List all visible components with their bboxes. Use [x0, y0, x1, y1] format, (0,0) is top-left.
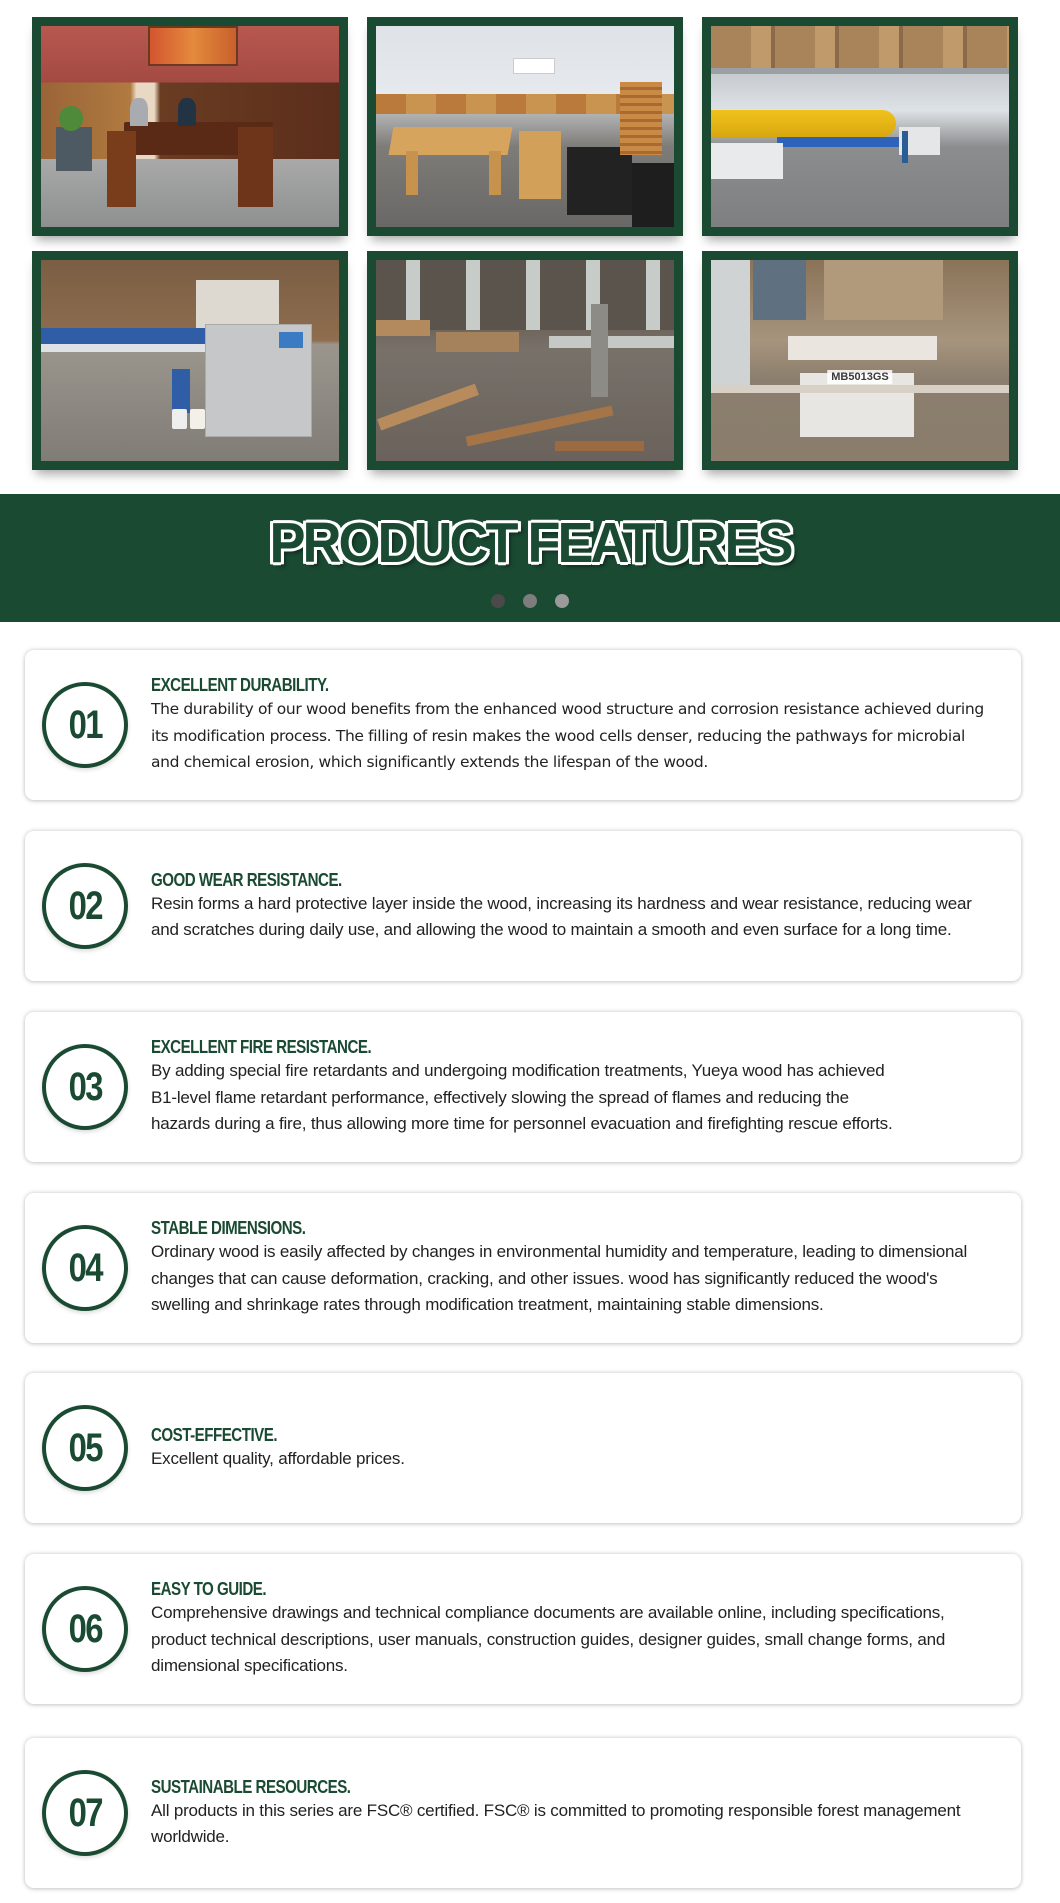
- feature-number: 06: [68, 1606, 102, 1651]
- photo-frame-warehouse: [702, 17, 1018, 236]
- feature-number: 03: [68, 1064, 102, 1109]
- feature-card-sustainable-resources: [25, 1738, 1021, 1888]
- feature-number-badge: [42, 1044, 128, 1130]
- factory-photo-gallery: [0, 0, 1060, 490]
- feature-description: The durability of our wood benefits from the enhanced wood structure and corrosion resistance achieved during its modification process. The filling of resin makes the wood cells denser, reducing the pathways for microbial and chemical erosion, which significantly extends the lifespan of the wood.: [151, 700, 984, 772]
- feature-description: Excellent quality, affordable prices.: [151, 1448, 405, 1468]
- machine-model-label: MB5013GS: [827, 370, 892, 384]
- photo-warehouse-treatment-line: [711, 26, 1009, 227]
- feature-title: EXCELLENT FIRE RESISTANCE.: [151, 1037, 372, 1058]
- feature-number-badge: [42, 1225, 128, 1311]
- feature-number-badge: [42, 1586, 128, 1672]
- carousel-dot-2[interactable]: [523, 594, 537, 608]
- feature-card-durability: [25, 650, 1021, 800]
- feature-number: 01: [68, 702, 102, 747]
- photo-frame-showroom: [367, 17, 683, 236]
- carousel-dot-1[interactable]: [491, 594, 505, 608]
- feature-title: EXCELLENT DURABILITY.: [151, 675, 329, 696]
- photo-office-tea-room: [41, 26, 339, 227]
- photo-frame-workshop: [367, 251, 683, 470]
- photo-frame-planer: [702, 251, 1018, 470]
- feature-number: 05: [68, 1425, 102, 1470]
- photo-four-sided-planer: [711, 260, 1009, 461]
- feature-number-badge: [42, 682, 128, 768]
- feature-number-badge: [42, 863, 128, 949]
- feature-title: STABLE DIMENSIONS.: [151, 1218, 306, 1239]
- product-features-banner: [0, 494, 1060, 622]
- photo-furniture-showroom: [376, 26, 674, 227]
- carousel-dot-3[interactable]: [555, 594, 569, 608]
- feature-number-badge: [42, 1405, 128, 1491]
- photo-drying-conveyor: [41, 260, 339, 461]
- carousel-dots: [0, 594, 1060, 608]
- feature-number: 07: [68, 1790, 102, 1835]
- feature-title: EASY TO GUIDE.: [151, 1579, 267, 1600]
- feature-card-easy-to-guide: [25, 1554, 1021, 1704]
- feature-number-badge: [42, 1770, 128, 1856]
- feature-card-wear-resistance: [25, 831, 1021, 981]
- feature-description: Ordinary wood is easily affected by changes in environmental humidity and temperature, leading to dimensional changes that can cause deformation, cracking, and other issues. wood has significantly reduced the wood's swelling and shrinkage rates through modification treatment, maintaining stable dimensions.: [151, 1242, 968, 1315]
- feature-title: GOOD WEAR RESISTANCE.: [151, 869, 342, 890]
- feature-description: All products in this series are FSC® certified. FSC® is committed to promoting responsible forest management worldwide.: [151, 1800, 961, 1846]
- feature-title: COST-EFFECTIVE.: [151, 1424, 278, 1445]
- photo-frame-drying-machine: [32, 251, 348, 470]
- feature-description: By adding special fire retardants and undergoing modification treatments, Yueya wood has achieved B1-level flame retardant performance, effectively slowing the spread of flames and reducing the hazards during a fire, thus allowing more time for personnel evacuation and firefighting rescue efforts.: [151, 1061, 893, 1134]
- feature-card-stable-dimensions: [25, 1193, 1021, 1343]
- feature-card-fire-resistance: [25, 1012, 1021, 1162]
- feature-title: SUSTAINABLE RESOURCES.: [151, 1776, 351, 1797]
- feature-description: Resin forms a hard protective layer inside the wood, increasing its hardness and wear resistance, reducing wear and scratches during daily use, and allowing the wood to maintain a smooth and even surface for a long time.: [151, 893, 972, 939]
- photo-frame-office: [32, 17, 348, 236]
- feature-number: 04: [68, 1245, 102, 1290]
- photo-workshop-lumber: [376, 260, 674, 461]
- feature-description: Comprehensive drawings and technical compliance documents are available online, including specifications, product technical descriptions, user manuals, construction guides, designer guides, small change forms, and dimensional specifications.: [151, 1603, 946, 1676]
- feature-card-cost-effective: [25, 1373, 1021, 1523]
- section-title: PRODUCT FEATURES: [269, 511, 791, 575]
- feature-number: 02: [68, 883, 102, 928]
